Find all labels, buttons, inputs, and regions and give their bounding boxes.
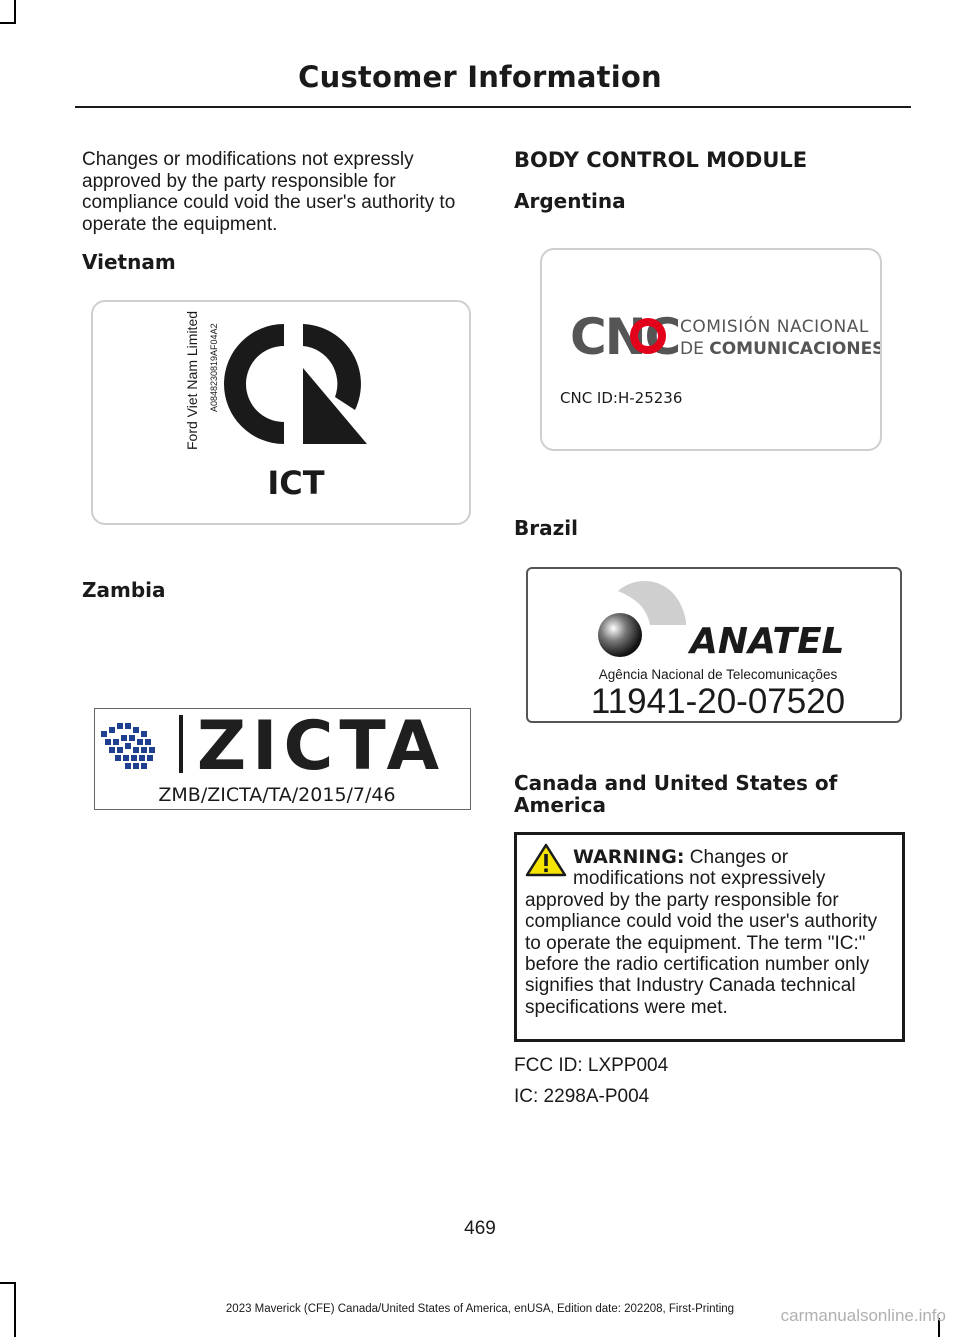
heading-canada-usa: Canada and United States of America — [514, 771, 838, 817]
heading-zambia: Zambia — [82, 578, 166, 602]
vietnam-ict-label — [91, 300, 471, 525]
heading-argentina: Argentina — [514, 189, 626, 213]
cnc-id: CNC ID:H-25236 — [560, 389, 683, 407]
cnc-logo — [570, 308, 679, 366]
zicta-logo-text: ZICTA — [196, 709, 446, 786]
cnc-org-line2 — [680, 339, 880, 359]
heading-brazil: Brazil — [514, 516, 578, 540]
crop-mark-top-left-h — [0, 22, 16, 24]
argentina-cnc-label — [540, 248, 882, 451]
zicta-divider — [179, 715, 183, 773]
warning-text: Changes or modifications not expressively approved by the party responsible for compliance could void the user's authority to operate the equipment. The term "IC:" before the radio certification number only signifies that Industry Canada technical specifications were met. — [525, 847, 878, 1018]
ict-q-icon — [224, 324, 367, 444]
zambia-zicta-label — [94, 708, 471, 810]
warning-box — [514, 832, 905, 1042]
header-divider — [75, 106, 911, 108]
warning-label: WARNING: — [573, 846, 685, 868]
anatel-org-name: Agência Nacional de Telecomunicações — [598, 667, 838, 682]
crop-mark-bottom-left-h — [0, 1282, 16, 1284]
zicta-logo-graphic — [95, 709, 469, 808]
zicta-globe-icon — [101, 723, 155, 769]
page-number: 469 — [464, 1218, 496, 1239]
ict-mark-graphic — [93, 302, 469, 523]
anatel-logo-text: ANATEL — [690, 621, 845, 662]
warning-triangle-icon — [525, 843, 567, 877]
anatel-number: 11941-20-07520 — [590, 682, 846, 721]
crop-mark-top-left-v — [14, 0, 16, 22]
ict-text: ICT — [267, 464, 325, 502]
ic-number: IC: 2298A-P004 — [514, 1086, 650, 1107]
page-title: Customer Information — [298, 60, 662, 94]
intro-paragraph: Changes or modifications not expressly approved by the party responsible for compliance could void the user's authority to operate the equipment. — [82, 149, 456, 235]
cnc-logo-graphic — [542, 250, 880, 449]
cnc-logo-text: CNC — [570, 308, 680, 366]
zicta-code: ZMB/ZICTA/TA/2015/7/46 — [158, 784, 396, 806]
anatel-logo-graphic — [528, 569, 900, 721]
anatel-sphere-icon — [598, 613, 642, 657]
cnc-org-line2-prefix: DE — [680, 339, 710, 359]
edition-info: 2023 Maverick (CFE) Canada/United States of America, enUSA, Edition date: 202208, First-Printing — [225, 1303, 735, 1315]
heading-vietnam: Vietnam — [82, 250, 176, 274]
cnc-org-line2-bold: COMUNICACIONES — [709, 339, 880, 359]
watermark: carmanualsonline.info — [780, 1306, 946, 1325]
vietnam-vertical-code: A0848230819AF04A2 — [209, 323, 219, 412]
brazil-anatel-label — [526, 567, 902, 723]
fcc-id: FCC ID: LXPP004 — [514, 1055, 669, 1076]
cnc-org-line1: COMISIÓN NACIONAL — [680, 317, 869, 337]
section-heading-body-control-module: BODY CONTROL MODULE — [514, 148, 808, 172]
vietnam-vertical-name: Ford Viet Nam Limited — [184, 310, 200, 450]
